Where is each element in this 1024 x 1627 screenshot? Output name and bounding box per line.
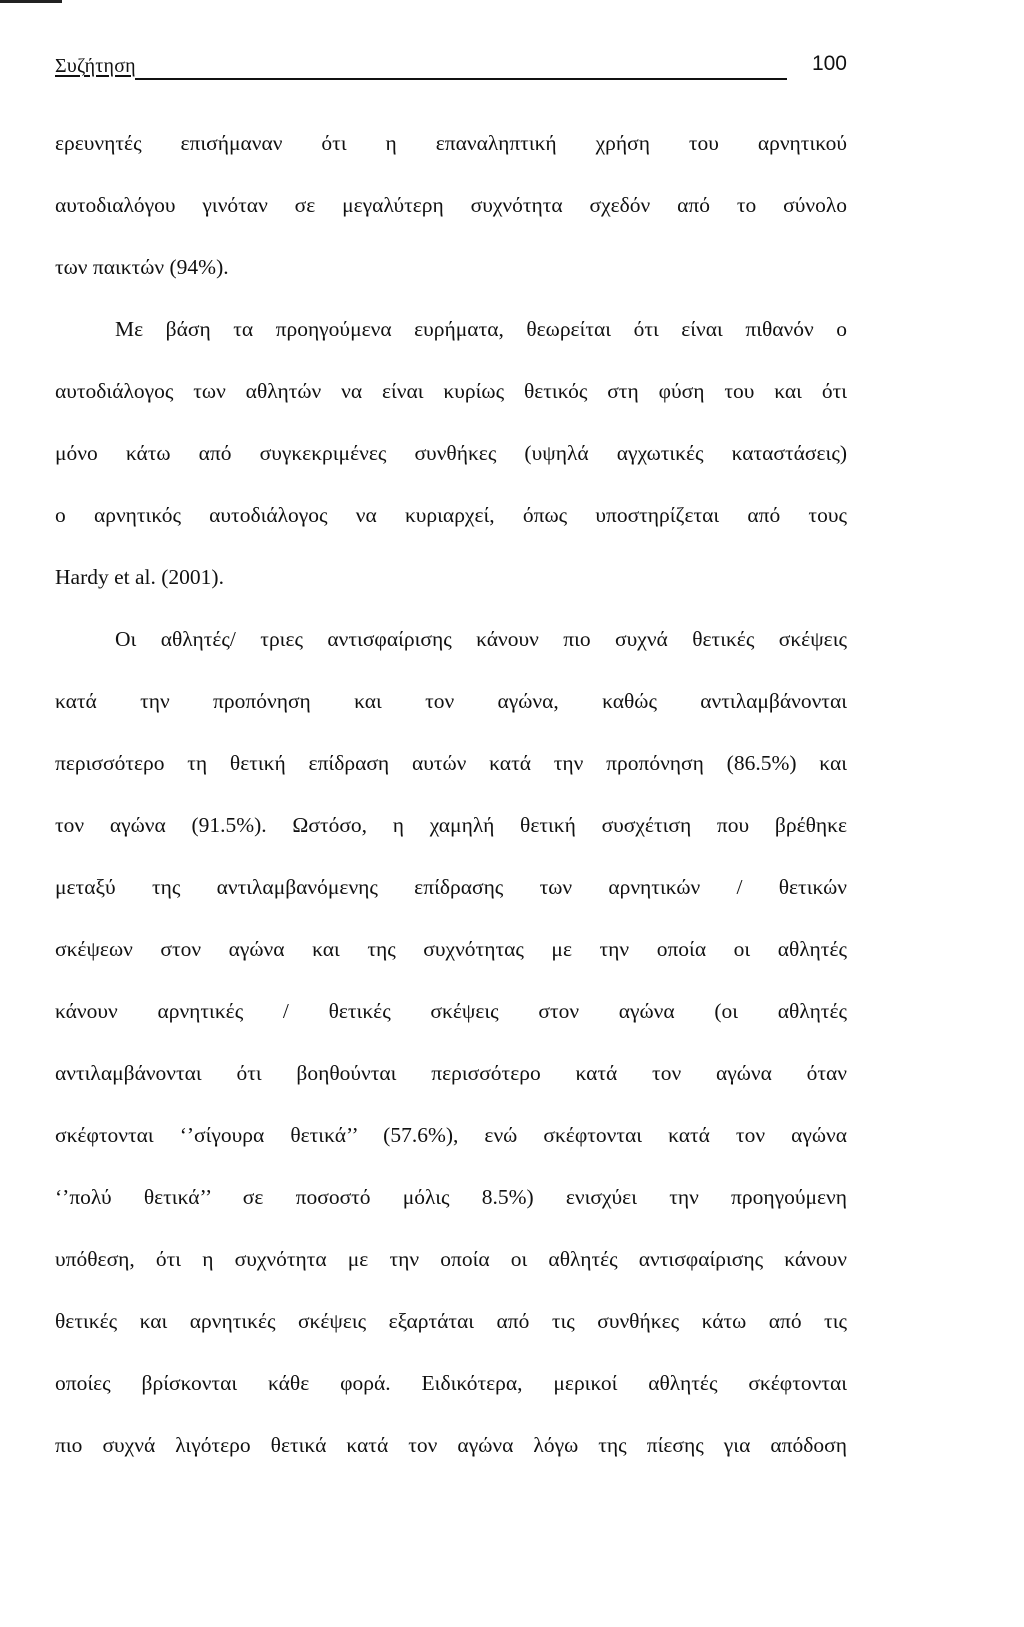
text-line: περισσότερο τη θετική επίδραση αυτών κατά την προπόνηση (86.5%) και <box>55 751 847 775</box>
text-line: θετικές και αρνητικές σκέψεις εξαρτάται από τις συνθήκες κάτω από τις <box>55 1309 847 1333</box>
text-line: Hardy et al. (2001). <box>55 565 224 589</box>
text-line: Με βάση τα προηγούμενα ευρήματα, θεωρείται ότι είναι πιθανόν ο <box>115 317 847 341</box>
running-header <box>55 52 847 84</box>
top-edge-rule <box>0 0 62 3</box>
running-title: Συζήτηση <box>55 55 136 77</box>
text-line: υπόθεση, ότι η συχνότητα με την οποία οι αθλητές αντισφαίρισης κάνουν <box>55 1247 847 1271</box>
text-line: πιο συχνά λιγότερο θετικά κατά τον αγώνα λόγω της πίεσης για απόδοση <box>55 1433 847 1457</box>
text-line: αυτοδιαλόγου γινόταν σε μεγαλύτερη συχνότητα σχεδόν από το σύνολο <box>55 193 847 217</box>
body-text <box>55 112 847 1476</box>
text-line: αυτοδιάλογος των αθλητών να είναι κυρίως θετικός στη φύση του και ότι <box>55 379 847 403</box>
text-line: οποίες βρίσκονται κάθε φορά. Ειδικότερα, μερικοί αθλητές σκέφτονται <box>55 1371 847 1395</box>
text-line: κατά την προπόνηση και τον αγώνα, καθώς αντιλαμβάνονται <box>55 689 847 713</box>
text-line: των παικτών (94%). <box>55 255 229 279</box>
text-line: ο αρνητικός αυτοδιάλογος να κυριαρχεί, όπως υποστηρίζεται από τους <box>55 503 847 527</box>
text-line: σκέφτονται ‘’σίγουρα θετικά’’ (57.6%), ενώ σκέφτονται κατά τον αγώνα <box>55 1123 847 1147</box>
text-line: αντιλαμβάνονται ότι βοηθούνται περισσότερο κατά τον αγώνα όταν <box>55 1061 847 1085</box>
text-line: μεταξύ της αντιλαμβανόμενης επίδρασης των αρνητικών / θετικών <box>55 875 847 899</box>
page-number: 100 <box>811 52 847 75</box>
header-rule <box>135 78 787 80</box>
text-line: σκέψεων στον αγώνα και της συχνότητας με την οποία οι αθλητές <box>55 937 847 961</box>
text-line: ‘’πολύ θετικά’’ σε ποσοστό μόλις 8.5%) ενισχύει την προηγούμενη <box>55 1185 847 1209</box>
text-line: ερευνητές επισήμαναν ότι η επαναληπτική χρήση του αρνητικού <box>55 131 847 155</box>
text-line: κάνουν αρνητικές / θετικές σκέψεις στον αγώνα (οι αθλητές <box>55 999 847 1023</box>
text-line: μόνο κάτω από συγκεκριμένες συνθήκες (υψηλά αγχωτικές καταστάσεις) <box>55 441 847 465</box>
text-line: τον αγώνα (91.5%). Ωστόσο, η χαμηλή θετική συσχέτιση που βρέθηκε <box>55 813 847 837</box>
text-line: Οι αθλητές/ τριες αντισφαίρισης κάνουν πιο συχνά θετικές σκέψεις <box>115 627 847 651</box>
